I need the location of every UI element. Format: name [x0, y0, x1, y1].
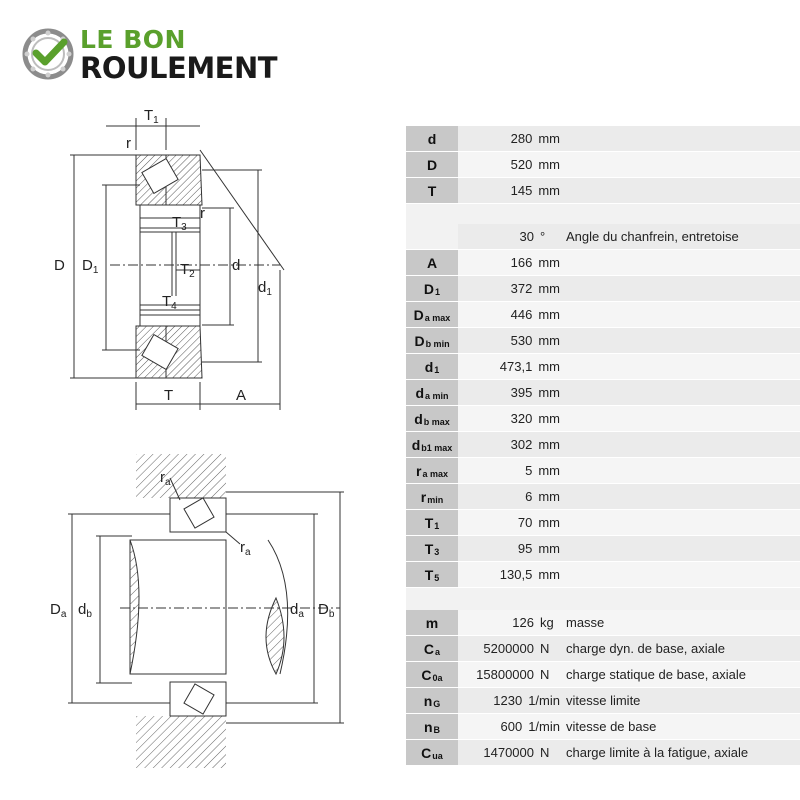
spec-number: 372	[510, 281, 533, 296]
label-d: d	[232, 257, 241, 274]
spec-row	[406, 126, 800, 152]
spec-unit: 1/min	[528, 693, 560, 708]
spec-separator	[406, 204, 800, 224]
spec-description	[566, 328, 800, 354]
label-D1: $D_1$	[82, 257, 99, 276]
label-d1: $d_1$	[258, 279, 272, 298]
spec-symbol	[406, 432, 458, 458]
spec-unit: mm	[538, 385, 560, 400]
label-da: $d_a$	[290, 601, 304, 620]
brand-line-1: LE BON	[80, 25, 186, 54]
label-ra-mid: $r_a$	[240, 539, 251, 558]
spec-number: 130,5	[499, 567, 533, 582]
spec-row	[406, 406, 800, 432]
spec-symbol-sub: 1	[434, 520, 440, 531]
spec-number: 1470000	[483, 745, 534, 760]
spec-symbol-sub: 5	[434, 572, 440, 583]
spec-symbol-main: d	[414, 410, 423, 427]
spec-description	[566, 562, 800, 588]
spec-value	[458, 380, 566, 406]
spec-row	[406, 636, 800, 662]
spec-description	[566, 536, 800, 562]
spec-value	[458, 432, 566, 458]
spec-symbol	[406, 740, 458, 766]
spec-symbol-main: d	[427, 130, 437, 147]
spec-description	[566, 250, 800, 276]
spec-symbol-sub: b1 max	[421, 442, 453, 453]
spec-row	[406, 740, 800, 766]
spec-symbol-main: r	[420, 488, 427, 505]
spec-value	[458, 688, 566, 714]
spec-row	[406, 484, 800, 510]
spec-row	[406, 178, 800, 204]
spec-symbol	[406, 354, 458, 380]
specs-table	[406, 126, 800, 766]
spec-description	[566, 662, 800, 688]
spec-symbol-main: m	[425, 614, 439, 631]
spec-symbol-sub: 3	[434, 546, 440, 557]
spec-symbol-sub: ua	[432, 750, 443, 761]
spec-description	[566, 510, 800, 536]
spec-symbol-sub: a max	[422, 468, 448, 479]
spec-row	[406, 224, 800, 250]
spec-description	[566, 276, 800, 302]
spec-number: 145	[510, 183, 533, 198]
spec-row	[406, 510, 800, 536]
spec-symbol-main: C	[421, 666, 432, 683]
label-T4: $T_4$	[162, 293, 177, 312]
spec-number: 95	[517, 541, 533, 556]
spec-value	[458, 224, 566, 250]
spec-number: 473,1	[499, 359, 533, 374]
spec-unit: mm	[538, 157, 560, 172]
spec-description-text: charge limite à la fatigue, axiale	[566, 745, 749, 760]
spec-symbol	[406, 224, 458, 250]
spec-row	[406, 562, 800, 588]
spec-symbol-main: D	[414, 332, 425, 349]
label-D: D	[54, 257, 65, 274]
spec-description	[566, 610, 800, 636]
spec-number: 166	[510, 255, 533, 270]
spec-symbol	[406, 328, 458, 354]
label-Da: $D_a$	[50, 601, 67, 620]
spec-description	[566, 354, 800, 380]
spec-symbol	[406, 178, 458, 204]
spec-symbol	[406, 380, 458, 406]
spec-description	[566, 636, 800, 662]
spec-unit: °	[540, 229, 546, 244]
spec-description-text: Angle du chanfrein, entretoise	[566, 229, 739, 244]
spec-symbol-main: d	[424, 358, 434, 375]
label-Db: $D_b$	[318, 601, 335, 620]
label-r-mid: r	[200, 205, 205, 222]
spec-value	[458, 714, 566, 740]
spec-symbol-main: D	[423, 280, 435, 297]
spec-value	[458, 536, 566, 562]
spec-unit: mm	[538, 183, 560, 198]
spec-value	[458, 562, 566, 588]
spec-unit: 1/min	[528, 719, 560, 734]
spec-description-text: masse	[566, 615, 605, 630]
spec-number: 126	[512, 615, 534, 630]
spec-value	[458, 276, 566, 302]
spec-symbol-main: D	[413, 306, 424, 323]
spec-value	[458, 662, 566, 688]
spec-symbol-main: n	[423, 718, 433, 735]
spec-number: 446	[510, 307, 533, 322]
spec-description	[566, 152, 800, 178]
spec-symbol	[406, 536, 458, 562]
spec-value	[458, 354, 566, 380]
spec-value	[458, 328, 566, 354]
spec-symbol-sub: a min	[425, 390, 449, 401]
label-T: T	[164, 387, 174, 404]
label-T2: $T_2$	[180, 261, 195, 280]
spec-symbol-main: C	[423, 640, 435, 657]
spec-row	[406, 662, 800, 688]
bearing-check-icon	[22, 28, 74, 80]
spec-unit: N	[540, 667, 550, 682]
spec-description	[566, 432, 800, 458]
spec-symbol	[406, 302, 458, 328]
spec-symbol-main: T	[424, 566, 434, 583]
spec-symbol-main: T	[427, 182, 437, 199]
spec-value	[458, 484, 566, 510]
spec-description	[566, 302, 800, 328]
spec-number: 530	[510, 333, 533, 348]
spec-description	[566, 406, 800, 432]
spec-value	[458, 458, 566, 484]
spec-description	[566, 126, 800, 152]
spec-row	[406, 328, 800, 354]
spec-number: 520	[510, 157, 533, 172]
spec-unit: mm	[538, 359, 560, 374]
spec-row	[406, 354, 800, 380]
spec-description-text: vitesse limite	[566, 693, 641, 708]
spec-description	[566, 740, 800, 766]
spec-value	[458, 178, 566, 204]
spec-unit: mm	[538, 437, 560, 452]
spec-symbol	[406, 610, 458, 636]
spec-unit: mm	[538, 131, 560, 146]
spec-unit: kg	[540, 615, 554, 630]
spec-value	[458, 302, 566, 328]
spec-symbol-sub: a max	[424, 312, 451, 323]
label-T3: $T_3$	[172, 214, 187, 233]
spec-symbol-main: T	[424, 540, 434, 557]
spec-symbol	[406, 688, 458, 714]
spec-symbol-main: d	[415, 384, 425, 401]
label-T1: $T_1$	[144, 107, 159, 126]
spec-number: 5	[525, 463, 533, 478]
spec-row	[406, 432, 800, 458]
spec-description	[566, 224, 800, 250]
spec-symbol	[406, 250, 458, 276]
spec-number: 1230	[493, 693, 523, 708]
spec-number: 15800000	[476, 667, 534, 682]
spec-number: 6	[525, 489, 533, 504]
spec-symbol	[406, 484, 458, 510]
spec-unit: N	[540, 641, 550, 656]
spec-symbol-main: T	[424, 514, 434, 531]
spec-symbol-main: C	[421, 744, 432, 761]
brand-logo	[22, 26, 302, 86]
bearing-section-drawing	[40, 100, 360, 420]
spec-symbol-sub: b min	[425, 338, 450, 349]
spec-unit: N	[540, 745, 550, 760]
spec-number: 5200000	[483, 641, 534, 656]
spec-value	[458, 740, 566, 766]
spec-symbol	[406, 276, 458, 302]
spec-description-text: vitesse de base	[566, 719, 657, 734]
spec-symbol	[406, 406, 458, 432]
spec-value	[458, 406, 566, 432]
spec-row	[406, 152, 800, 178]
spec-number: 600	[500, 719, 523, 734]
spec-unit: mm	[538, 515, 560, 530]
spec-value	[458, 636, 566, 662]
spec-row	[406, 250, 800, 276]
spec-number: 30	[519, 229, 534, 244]
spec-symbol-sub: G	[433, 698, 441, 709]
spec-row	[406, 714, 800, 740]
spec-description	[566, 380, 800, 406]
spec-symbol-sub: 1	[434, 364, 440, 375]
spec-number: 302	[510, 437, 533, 452]
spec-unit: mm	[538, 333, 560, 348]
spec-number: 320	[510, 411, 533, 426]
spec-unit: mm	[538, 307, 560, 322]
spec-number: 70	[517, 515, 533, 530]
spec-unit: mm	[538, 567, 560, 582]
spec-description	[566, 458, 800, 484]
spec-symbol	[406, 714, 458, 740]
spec-symbol-sub: b max	[423, 416, 450, 427]
spec-value	[458, 152, 566, 178]
spec-unit: mm	[538, 411, 560, 426]
spec-value	[458, 250, 566, 276]
spec-symbol	[406, 126, 458, 152]
spec-symbol-sub: a	[435, 646, 441, 657]
spec-row	[406, 380, 800, 406]
spec-unit: mm	[538, 489, 560, 504]
spec-symbol-sub: 0a	[432, 672, 443, 683]
spec-row	[406, 458, 800, 484]
spec-unit: mm	[538, 463, 560, 478]
spec-value	[458, 510, 566, 536]
spec-symbol	[406, 662, 458, 688]
brand-line-2: ROULEMENT	[80, 51, 278, 85]
label-db: $d_b$	[78, 601, 92, 620]
spec-separator	[406, 588, 800, 610]
spec-description-text: charge dyn. de base, axiale	[566, 641, 725, 656]
spec-unit: mm	[538, 281, 560, 296]
spec-symbol-main: n	[423, 692, 433, 709]
spec-description-text: charge statique de base, axiale	[566, 667, 746, 682]
spec-row	[406, 688, 800, 714]
spec-value	[458, 610, 566, 636]
spec-description	[566, 484, 800, 510]
spec-symbol	[406, 510, 458, 536]
spec-symbol-main: D	[426, 156, 438, 173]
spec-description	[566, 714, 800, 740]
mounting-drawing	[40, 448, 360, 778]
label-r-top: r	[126, 135, 131, 152]
spec-row	[406, 302, 800, 328]
spec-symbol	[406, 636, 458, 662]
spec-row	[406, 276, 800, 302]
spec-unit: mm	[538, 255, 560, 270]
spec-symbol-sub: 1	[435, 286, 441, 297]
label-A: A	[236, 387, 247, 404]
spec-symbol-sub: min	[427, 494, 444, 505]
spec-symbol	[406, 152, 458, 178]
spec-symbol	[406, 458, 458, 484]
spec-number: 280	[510, 131, 533, 146]
spec-symbol-sub: B	[433, 724, 441, 735]
spec-symbol-main: A	[426, 254, 438, 271]
spec-symbol-main: r	[416, 462, 422, 479]
spec-row	[406, 610, 800, 636]
spec-description	[566, 178, 800, 204]
label-ra-top: $r_a$	[160, 469, 171, 488]
spec-number: 395	[510, 385, 533, 400]
spec-symbol	[406, 562, 458, 588]
spec-unit: mm	[538, 541, 560, 556]
spec-symbol-main: d	[411, 436, 421, 453]
spec-value	[458, 126, 566, 152]
spec-description	[566, 688, 800, 714]
spec-row	[406, 536, 800, 562]
